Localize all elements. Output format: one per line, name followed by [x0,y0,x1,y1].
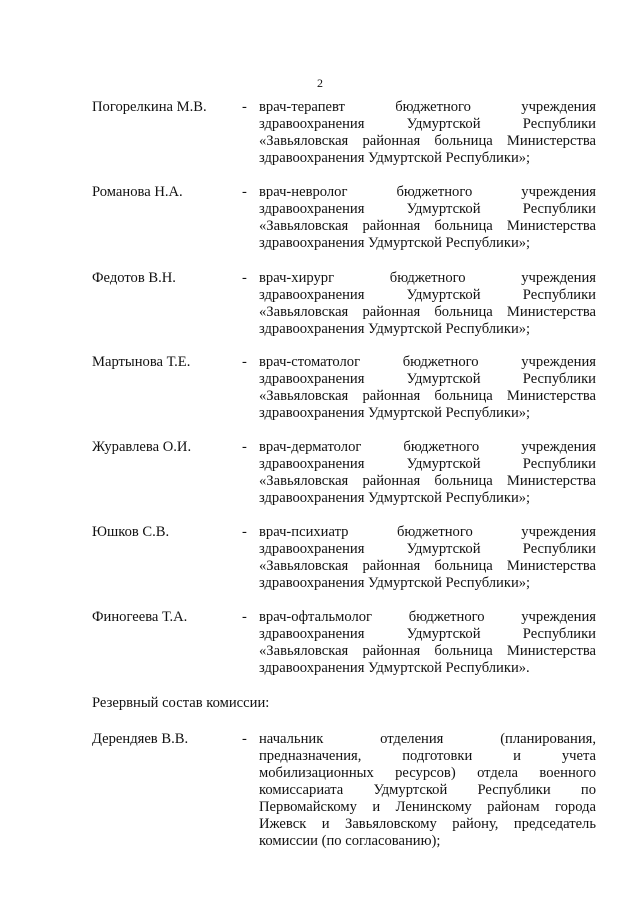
member-name: Юшков С.В. [92,524,170,540]
description-line: врач-стоматолог бюджетного учреждения [259,354,596,370]
description-line: начальник отделения (планирования, [259,731,596,747]
member-description [259,731,596,850]
description-line: врач-хирург бюджетного учреждения [259,270,596,286]
description-line: здравоохранения Удмуртской Республики». [259,660,530,676]
description-line: здравоохранения Удмуртской Республики»; [259,235,531,251]
member-dash: - [242,354,247,370]
description-line: здравоохранения Удмуртской Республики [259,201,596,217]
description-line: здравоохранения Удмуртской Республики»; [259,575,531,591]
member-description [259,354,596,422]
description-line: здравоохранения Удмуртской Республики»; [259,150,531,166]
description-line: здравоохранения Удмуртской Республики [259,541,596,557]
description-line: предназначения, подготовки и учета [259,748,596,764]
reserve-heading: Резервный состав комиссии: [92,695,270,711]
description-line: Первомайскому и Ленинскому районам города [259,799,596,815]
member-dash: - [242,270,247,286]
description-line: «Завьяловская районная больница Министерства [259,643,596,659]
description-line: врач-психиатр бюджетного учреждения [259,524,596,540]
member-description [259,609,596,677]
description-line: «Завьяловская районная больница Министерства [259,218,596,234]
description-line: мобилизационных ресурсов) отдела военного [259,765,596,781]
member-name: Федотов В.Н. [92,270,176,286]
description-line: «Завьяловская районная больница Министерства [259,473,596,489]
member-name: Погорелкина М.В. [92,99,207,115]
description-line: здравоохранения Удмуртской Республики [259,371,596,387]
description-line: комиссии (по согласованию); [259,833,441,849]
description-line: здравоохранения Удмуртской Республики»; [259,321,531,337]
description-line: «Завьяловская районная больница Министерства [259,133,596,149]
description-line: Ижевск и Завьяловскому району, председатель [259,816,596,832]
description-line: «Завьяловская районная больница Министерства [259,304,596,320]
member-name: Финогеева Т.А. [92,609,188,625]
description-line: врач-терапевт бюджетного учреждения [259,99,596,115]
member-description [259,270,596,338]
member-description [259,99,596,167]
description-line: здравоохранения Удмуртской Республики [259,116,596,132]
member-name: Романова Н.А. [92,184,183,200]
description-line: «Завьяловская районная больница Министерства [259,388,596,404]
member-name: Журавлева О.И. [92,439,192,455]
member-dash: - [242,184,247,200]
member-dash: - [242,524,247,540]
member-dash: - [242,731,247,747]
member-name: Мартынова Т.Е. [92,354,191,370]
member-dash: - [242,99,247,115]
member-name: Дерендяев В.В. [92,731,189,747]
description-line: комиссариата Удмуртской Республики по [259,782,596,798]
description-line: «Завьяловская районная больница Министерства [259,558,596,574]
description-line: здравоохранения Удмуртской Республики»; [259,490,531,506]
description-line: здравоохранения Удмуртской Республики»; [259,405,531,421]
member-description [259,184,596,252]
member-description [259,439,596,507]
description-line: здравоохранения Удмуртской Республики [259,287,596,303]
description-line: врач-дерматолог бюджетного учреждения [259,439,596,455]
description-line: врач-невролог бюджетного учреждения [259,184,596,200]
member-dash: - [242,439,247,455]
member-description [259,524,596,592]
member-dash: - [242,609,247,625]
page-number: 2 [317,76,323,90]
description-line: здравоохранения Удмуртской Республики [259,456,596,472]
description-line: врач-офтальмолог бюджетного учреждения [259,609,596,625]
description-line: здравоохранения Удмуртской Республики [259,626,596,642]
